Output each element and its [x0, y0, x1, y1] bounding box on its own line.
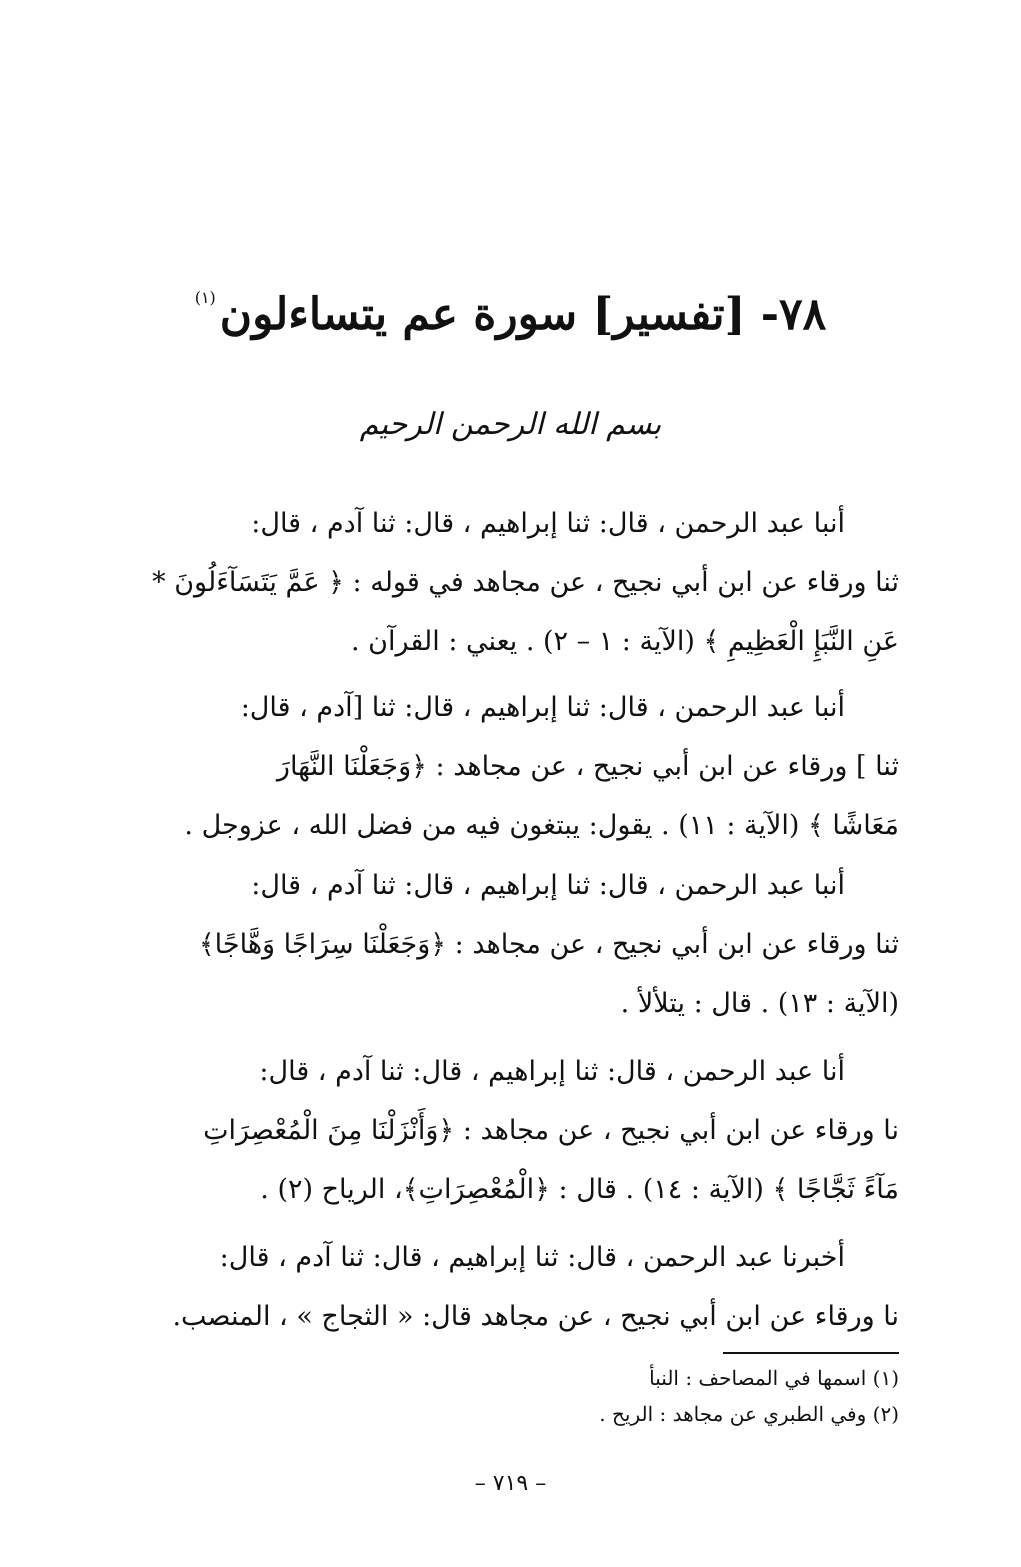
- surah-title: [0, 268, 1021, 345]
- paragraph-5: [119, 1228, 899, 1346]
- page-number: – ٧١٩ –: [474, 1471, 547, 1496]
- basmala: بسم الله الرحمن الرحيم: [359, 407, 662, 442]
- paragraph-line: أنبا عبد الرحمن ، قال: ثنا إبراهيم ، قال: ثنا آدم ، قال:: [251, 870, 845, 901]
- paragraph-line: أخبرنا عبد الرحمن ، قال: ثنا إبراهيم ، قال: ثنا آدم ، قال:: [219, 1242, 845, 1273]
- paragraph-1: [119, 494, 899, 671]
- footnotes: [119, 1360, 899, 1432]
- surah-title-text: ٧٨- [تفسير] سورة عم يتساءلون: [219, 289, 827, 340]
- paragraph-line: ثنا ورقاء عن ابن أبي نجيح ، عن مجاهد : ﴿وَجَعَلْنَا سِرَاجًا وَهَّاجًا﴾: [198, 929, 899, 960]
- paragraph-line: نا ورقاء عن ابن أبي نجيح ، عن مجاهد : ﴿وَأَنْزَلْنَا مِنَ الْمُعْصِرَاتِ: [203, 1115, 899, 1146]
- paragraph-line: ثنا ورقاء عن ابن أبي نجيح ، عن مجاهد في قوله : ﴿ عَمَّ يَتَسَآءَلُونَ *: [152, 567, 899, 598]
- title-footnote-marker: (١): [194, 288, 216, 307]
- paragraph-line: مَعَاشًا ﴾ (الآية : ١١) . يقول: يبتغون فيه من فضل الله ، عزوجل .: [184, 810, 899, 841]
- paragraph-line: أنبا عبد الرحمن ، قال: ثنا إبراهيم ، قال: ثنا آدم ، قال:: [251, 508, 845, 539]
- paragraph-line: (الآية : ١٣) . قال : يتلألأ .: [620, 988, 899, 1019]
- paragraph-line: ثنا ] ورقاء عن ابن أبي نجيح ، عن مجاهد : ﴿وَجَعَلْنَا النَّهَارَ: [276, 751, 899, 782]
- paragraph-4: [119, 1042, 899, 1219]
- paragraph-3: [119, 856, 899, 1033]
- footnote-2: (٢) وفي الطبري عن مجاهد : الريح .: [599, 1402, 899, 1426]
- paragraph-2: [119, 678, 899, 855]
- paragraph-line: أنبا عبد الرحمن ، قال: ثنا إبراهيم ، قال: ثنا [آدم ، قال:: [240, 692, 845, 723]
- paragraph-line: أنا عبد الرحمن ، قال: ثنا إبراهيم ، قال: ثنا آدم ، قال:: [259, 1056, 845, 1087]
- paragraph-line: مَآءً ثَجَّاجًا ﴾ (الآية : ١٤) . قال : ﴿الْمُعْصِرَاتِ﴾، الرياح (٢) .: [260, 1174, 899, 1205]
- paragraph-line: عَنِ النَّبَإِ الْعَظِيمِ ﴾ (الآية : ١ – ٢) . يعني : القرآن .: [351, 626, 899, 657]
- paragraph-line: نا ورقاء عن ابن أبي نجيح ، عن مجاهد قال: « الثجاج » ، المنصب.: [172, 1301, 899, 1332]
- footnote-1: (١) اسمها في المصاحف : النبأ: [649, 1366, 899, 1390]
- footnote-divider: [723, 1352, 899, 1354]
